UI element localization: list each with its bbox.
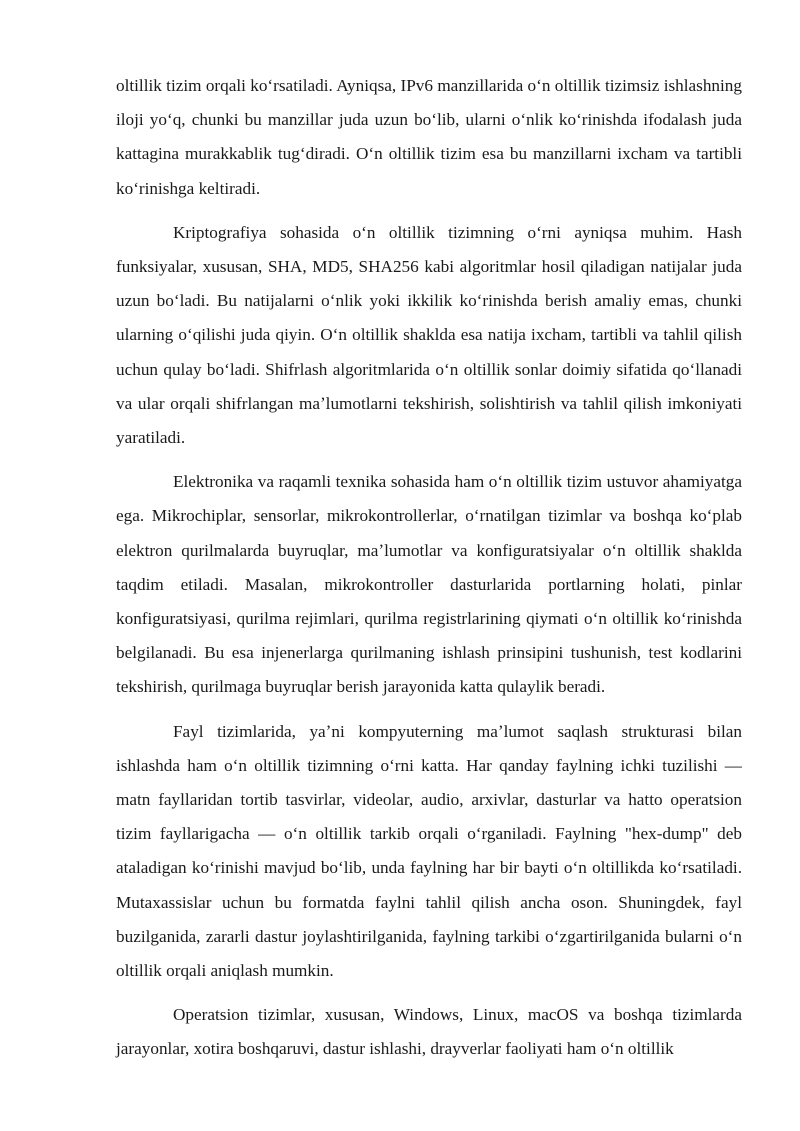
paragraph-operating-systems: Operatsion tizimlar, xususan, Windows, Linux, macOS va boshqa tizimlarda jarayonlar, xotira boshqaruvi, dastur ishlashi, drayverlar faoliyati ham oʻn oltillik — [116, 1005, 742, 1059]
paragraph-cryptography: Kriptografiya sohasida oʻn oltillik tizimning oʻrni ayniqsa muhim. Hash funksiyalar, xususan, SHA, MD5, SHA256 kabi algoritmlar hosil qiladigan natijalar juda uzun boʻladi. Bu natijalarni oʻnlik yoki ikkilik koʻrinishda berish amaliy emas, chunki ularning oʻqilishi juda qiyin. Oʻn oltillik shaklda esa natija ixcham, tartibli va tahlil qilish uchun qulay boʻladi. Shifrlash algoritmlarida oʻn oltillik sonlar doimiy sifatida qoʻllanadi va ular orqali shifrlangan maʼlumotlarni tekshirish, solishtirish va tahlil qilish imkoniyati yaratiladi. — [116, 222, 742, 448]
paragraph-continuation: oltillik tizim orqali koʻrsatiladi. Ayniqsa, IPv6 manzillarida oʻn oltillik tizimsiz ishlashning iloji yoʻq, chunki bu manzillar juda uzun boʻlib, ularni oʻnlik koʻrinishda ifodalash juda kattagina murakkablik tugʻdiradi. Oʻn oltillik tizim esa bu manzillarni ixcham va tartibli koʻrinishga keltiradi. — [116, 76, 742, 198]
document-page — [116, 69, 742, 1077]
paragraph-file-systems: Fayl tizimlarida, yaʼni kompyuterning maʼlumot saqlash strukturasi bilan ishlashda ham oʻn oltillik tizimning oʻrni katta. Har qanday faylning ichki tuzilishi — matn fayllaridan tortib tasvirlar, videolar, audio, arxivlar, dasturlar va hatto operatsion tizim fayllarigacha — oʻn oltillik tarkib orqali oʻrganiladi. Faylning "hex-dump" deb ataladigan koʻrinishi mavjud boʻlib, unda faylning har bir bayti oʻn oltillikda koʻrsatiladi. Mutaxassislar uchun bu formatda faylni tahlil qilish ancha oson. Shuningdek, fayl buzilganida, zararli dastur joylashtirilganida, faylning tarkibi oʻzgartirilganida bularni oʻn oltillik orqali aniqlash mumkin. — [116, 721, 742, 981]
paragraph-electronics: Elektronika va raqamli texnika sohasida ham oʻn oltillik tizim ustuvor ahamiyatga ega. Mikrochiplar, sensorlar, mikrokontrollerlar, oʻrnatilgan tizimlar va boshqa koʻplab elektron qurilmalarda buyruqlar, maʼlumotlar va konfiguratsiyalar oʻn oltillik shaklda taqdim etiladi. Masalan, mikrokontroller dasturlarida portlarning holati, pinlar konfiguratsiyasi, qurilma rejimlari, qurilma registrlarining qiymati oʻn oltillik koʻrinishda belgilanadi. Bu esa injenerlarga qurilmaning ishlash prinsipini tushunish, test kodlarini tekshirish, qurilmaga buyruqlar berish jarayonida katta qulaylik beradi. — [116, 472, 742, 697]
